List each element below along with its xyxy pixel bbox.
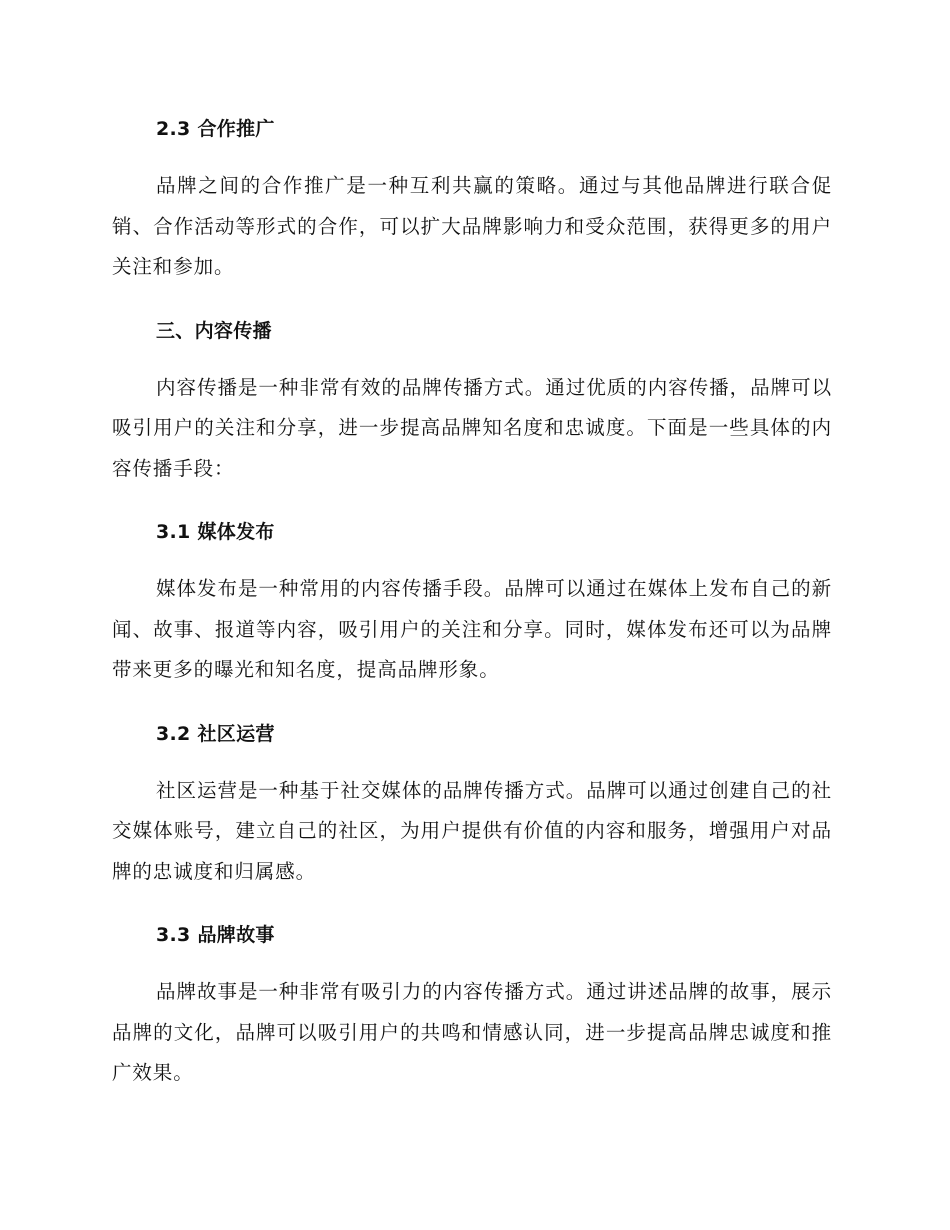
paragraph-3-3: 品牌故事是一种非常有吸引力的内容传播方式。通过讲述品牌的故事，展示品牌的文化，品牌可以吸引用户的共鸣和情感认同，进一步提高品牌忠诚度和推广效果。 xyxy=(112,980,832,1084)
paragraph-3: 内容传播是一种非常有效的品牌传播方式。通过优质的内容传播，品牌可以吸引用户的关注和分享，进一步提高品牌知名度和忠诚度。下面是一些具体的内容传播手段： xyxy=(112,375,832,480)
heading-3-2: 3.2 社区运营 xyxy=(156,722,275,745)
paragraph-3-1: 媒体发布是一种常用的内容传播手段。品牌可以通过在媒体上发布自己的新闻、故事、报道等内容，吸引用户的关注和分享。同时，媒体发布还可以为品牌带来更多的曝光和知名度，提高品牌形象。 xyxy=(112,577,832,681)
heading-2-3: 2.3 合作推广 xyxy=(156,118,275,140)
paragraph-2-3: 品牌之间的合作推广是一种互利共赢的策略。通过与其他品牌进行联合促销、合作活动等形式的合作，可以扩大品牌影响力和受众范围，获得更多的用户关注和参加。 xyxy=(112,174,832,278)
heading-3-1: 3.1 媒体发布 xyxy=(156,521,275,543)
heading-3: 三、内容传播 xyxy=(156,319,272,342)
heading-3-3: 3.3 品牌故事 xyxy=(156,924,275,946)
paragraph-3-2: 社区运营是一种基于社交媒体的品牌传播方式。品牌可以通过创建自己的社交媒体账号，建立自己的社区，为用户提供有价值的内容和服务，增强用户对品牌的忠诚度和归属感。 xyxy=(112,778,832,883)
